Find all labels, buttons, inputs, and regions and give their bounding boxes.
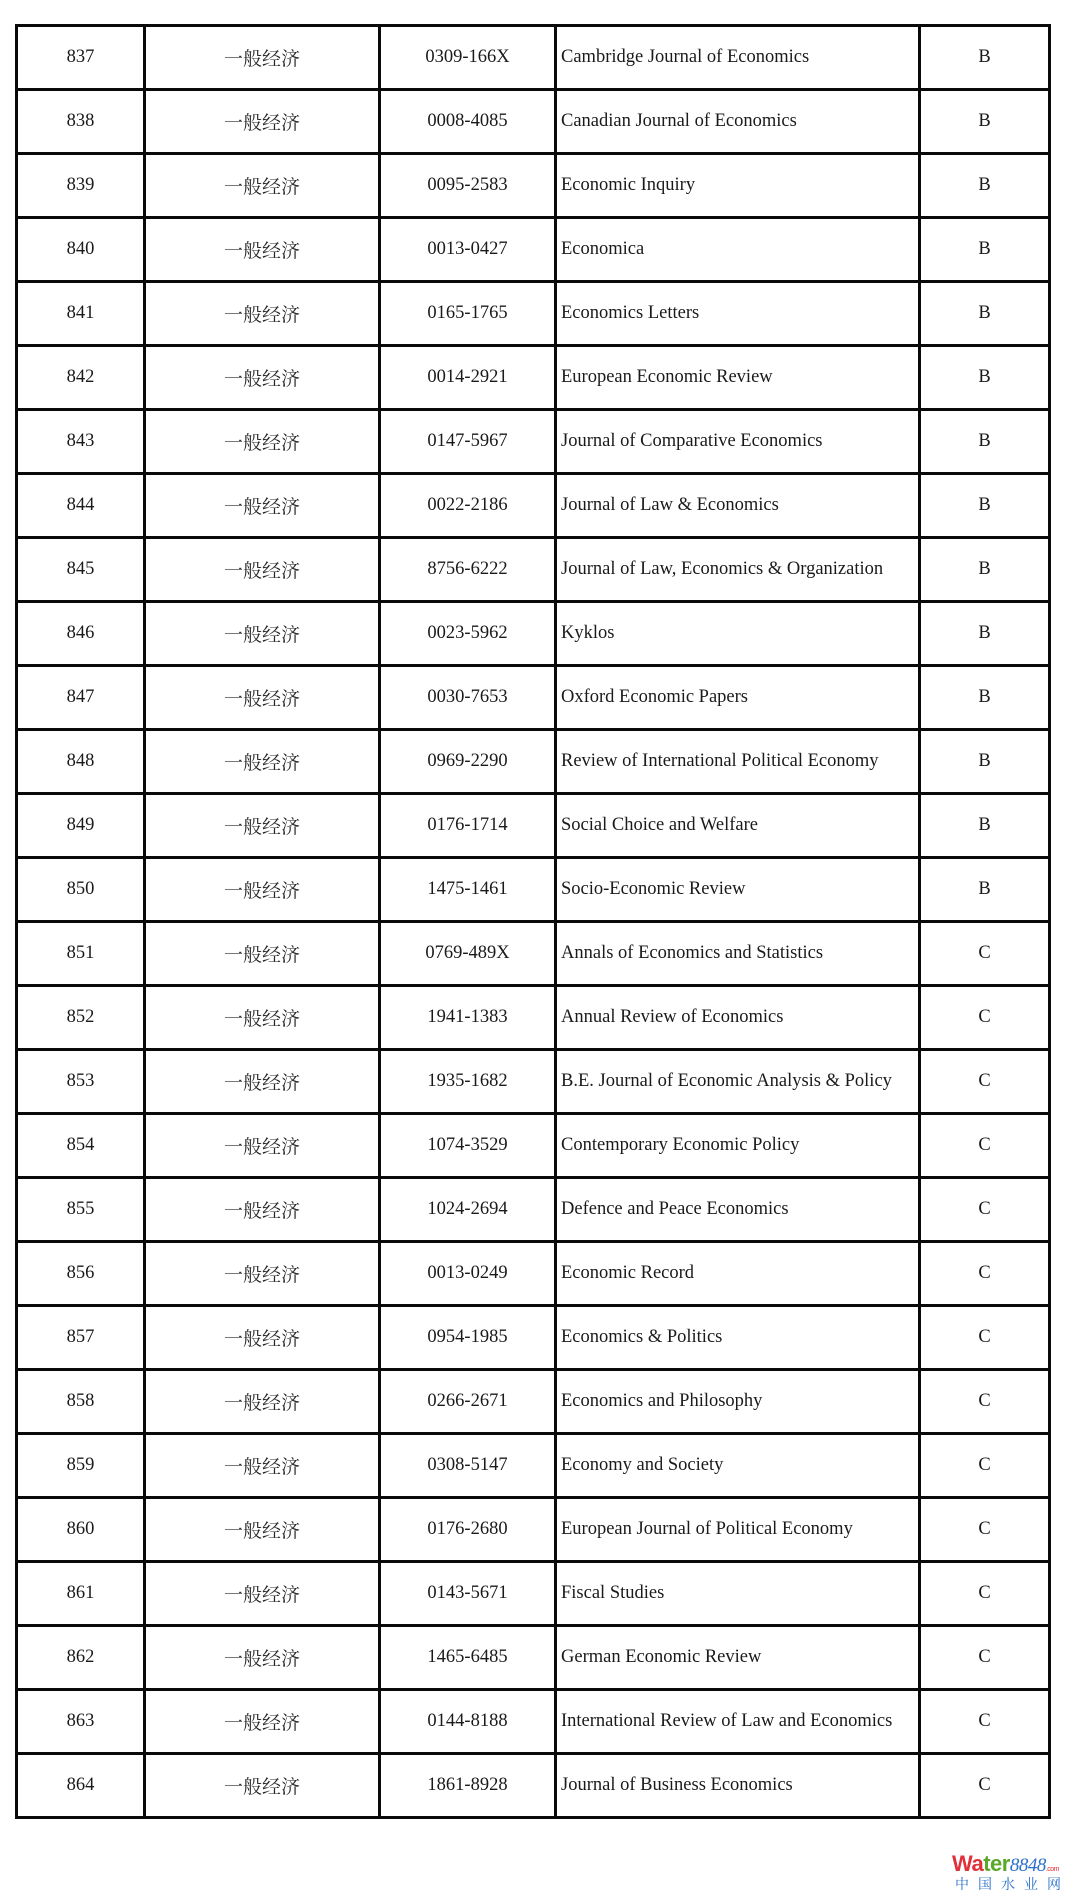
watermark-brand-part2: ter xyxy=(983,1851,1010,1876)
cell-number: 851 xyxy=(17,922,145,986)
cell-number: 860 xyxy=(17,1498,145,1562)
cell-category: 一般经济 xyxy=(145,1178,380,1242)
cell-number: 852 xyxy=(17,986,145,1050)
table-row xyxy=(17,1562,1050,1626)
cell-number: 861 xyxy=(17,1562,145,1626)
cell-issn: 1861-8928 xyxy=(380,1754,556,1818)
table-row xyxy=(17,1434,1050,1498)
cell-journal-name: Socio-Economic Review xyxy=(556,858,920,922)
cell-grade: C xyxy=(920,1626,1050,1690)
table-body xyxy=(17,26,1050,1818)
cell-grade: B xyxy=(920,346,1050,410)
cell-journal-name: Contemporary Economic Policy xyxy=(556,1114,920,1178)
cell-issn: 1465-6485 xyxy=(380,1626,556,1690)
watermark-brand-part1: Wa xyxy=(952,1851,984,1876)
cell-number: 839 xyxy=(17,154,145,218)
cell-grade: B xyxy=(920,794,1050,858)
cell-grade: B xyxy=(920,858,1050,922)
cell-issn: 1941-1383 xyxy=(380,986,556,1050)
cell-issn: 0008-4085 xyxy=(380,90,556,154)
cell-category: 一般经济 xyxy=(145,986,380,1050)
cell-category: 一般经济 xyxy=(145,474,380,538)
cell-journal-name: Canadian Journal of Economics xyxy=(556,90,920,154)
cell-grade: B xyxy=(920,26,1050,90)
cell-category: 一般经济 xyxy=(145,538,380,602)
cell-category: 一般经济 xyxy=(145,154,380,218)
journal-ranking-table-container xyxy=(15,24,1048,1819)
cell-category: 一般经济 xyxy=(145,1114,380,1178)
cell-number: 841 xyxy=(17,282,145,346)
cell-category: 一般经济 xyxy=(145,1498,380,1562)
table-row xyxy=(17,1242,1050,1306)
cell-grade: C xyxy=(920,986,1050,1050)
cell-grade: B xyxy=(920,410,1050,474)
cell-grade: B xyxy=(920,218,1050,282)
cell-issn: 1475-1461 xyxy=(380,858,556,922)
cell-category: 一般经济 xyxy=(145,1690,380,1754)
cell-issn: 0023-5962 xyxy=(380,602,556,666)
cell-grade: B xyxy=(920,154,1050,218)
cell-grade: B xyxy=(920,602,1050,666)
cell-issn: 0030-7653 xyxy=(380,666,556,730)
cell-issn: 0769-489X xyxy=(380,922,556,986)
cell-category: 一般经济 xyxy=(145,1434,380,1498)
cell-grade: B xyxy=(920,282,1050,346)
cell-category: 一般经济 xyxy=(145,1242,380,1306)
cell-issn: 8756-6222 xyxy=(380,538,556,602)
cell-category: 一般经济 xyxy=(145,858,380,922)
cell-grade: C xyxy=(920,1562,1050,1626)
table-row xyxy=(17,538,1050,602)
cell-number: 864 xyxy=(17,1754,145,1818)
cell-grade: B xyxy=(920,666,1050,730)
table-row xyxy=(17,1690,1050,1754)
cell-issn: 0143-5671 xyxy=(380,1562,556,1626)
cell-grade: B xyxy=(920,474,1050,538)
cell-category: 一般经济 xyxy=(145,1306,380,1370)
table-row xyxy=(17,858,1050,922)
cell-category: 一般经济 xyxy=(145,282,380,346)
watermark-brand-suffix: .com xyxy=(1045,1866,1059,1873)
cell-category: 一般经济 xyxy=(145,794,380,858)
cell-number: 853 xyxy=(17,1050,145,1114)
watermark-chinese-name: 中国水业网 xyxy=(955,1877,1070,1893)
cell-category: 一般经济 xyxy=(145,1050,380,1114)
cell-issn: 0266-2671 xyxy=(380,1370,556,1434)
cell-category: 一般经济 xyxy=(145,1754,380,1818)
cell-grade: C xyxy=(920,1370,1050,1434)
cell-journal-name: Defence and Peace Economics xyxy=(556,1178,920,1242)
cell-issn: 0095-2583 xyxy=(380,154,556,218)
cell-number: 856 xyxy=(17,1242,145,1306)
table-row xyxy=(17,346,1050,410)
cell-issn: 0969-2290 xyxy=(380,730,556,794)
cell-journal-name: Economics & Politics xyxy=(556,1306,920,1370)
cell-number: 838 xyxy=(17,90,145,154)
journal-ranking-table xyxy=(15,24,1051,1819)
cell-category: 一般经济 xyxy=(145,26,380,90)
cell-journal-name: International Review of Law and Economics xyxy=(556,1690,920,1754)
cell-grade: C xyxy=(920,1114,1050,1178)
cell-number: 857 xyxy=(17,1306,145,1370)
table-row xyxy=(17,1306,1050,1370)
cell-journal-name: Economic Inquiry xyxy=(556,154,920,218)
table-row xyxy=(17,282,1050,346)
cell-journal-name: Social Choice and Welfare xyxy=(556,794,920,858)
table-row xyxy=(17,1626,1050,1690)
cell-category: 一般经济 xyxy=(145,410,380,474)
cell-issn: 0014-2921 xyxy=(380,346,556,410)
cell-grade: C xyxy=(920,1434,1050,1498)
cell-journal-name: Journal of Business Economics xyxy=(556,1754,920,1818)
cell-issn: 0022-2186 xyxy=(380,474,556,538)
table-row xyxy=(17,90,1050,154)
cell-journal-name: Economics and Philosophy xyxy=(556,1370,920,1434)
cell-number: 858 xyxy=(17,1370,145,1434)
cell-issn: 1074-3529 xyxy=(380,1114,556,1178)
cell-grade: C xyxy=(920,1498,1050,1562)
cell-journal-name: Kyklos xyxy=(556,602,920,666)
cell-number: 842 xyxy=(17,346,145,410)
cell-journal-name: Journal of Comparative Economics xyxy=(556,410,920,474)
table-row xyxy=(17,986,1050,1050)
cell-number: 848 xyxy=(17,730,145,794)
cell-journal-name: Economy and Society xyxy=(556,1434,920,1498)
cell-issn: 0165-1765 xyxy=(380,282,556,346)
table-row xyxy=(17,1178,1050,1242)
table-row xyxy=(17,666,1050,730)
cell-journal-name: German Economic Review xyxy=(556,1626,920,1690)
table-row xyxy=(17,730,1050,794)
cell-category: 一般经济 xyxy=(145,922,380,986)
cell-grade: B xyxy=(920,730,1050,794)
cell-category: 一般经济 xyxy=(145,1626,380,1690)
cell-grade: C xyxy=(920,1754,1050,1818)
cell-grade: C xyxy=(920,1690,1050,1754)
cell-journal-name: Annual Review of Economics xyxy=(556,986,920,1050)
cell-number: 862 xyxy=(17,1626,145,1690)
cell-journal-name: European Journal of Political Economy xyxy=(556,1498,920,1562)
cell-issn: 0176-1714 xyxy=(380,794,556,858)
cell-category: 一般经济 xyxy=(145,730,380,794)
cell-number: 855 xyxy=(17,1178,145,1242)
cell-grade: C xyxy=(920,1242,1050,1306)
cell-category: 一般经济 xyxy=(145,1370,380,1434)
table-row xyxy=(17,474,1050,538)
table-row xyxy=(17,218,1050,282)
table-row xyxy=(17,1370,1050,1434)
table-row xyxy=(17,1754,1050,1818)
cell-number: 849 xyxy=(17,794,145,858)
watermark-logo xyxy=(952,1853,1080,1892)
cell-category: 一般经济 xyxy=(145,346,380,410)
table-row xyxy=(17,410,1050,474)
cell-grade: B xyxy=(920,90,1050,154)
cell-number: 847 xyxy=(17,666,145,730)
watermark-brand-number: 8848 xyxy=(1009,1855,1046,1876)
cell-issn: 0144-8188 xyxy=(380,1690,556,1754)
cell-journal-name: Annals of Economics and Statistics xyxy=(556,922,920,986)
table-row xyxy=(17,1114,1050,1178)
table-row xyxy=(17,154,1050,218)
cell-number: 844 xyxy=(17,474,145,538)
cell-grade: B xyxy=(920,538,1050,602)
table-row xyxy=(17,1498,1050,1562)
cell-journal-name: European Economic Review xyxy=(556,346,920,410)
table-row xyxy=(17,794,1050,858)
cell-journal-name: Cambridge Journal of Economics xyxy=(556,26,920,90)
cell-number: 859 xyxy=(17,1434,145,1498)
cell-number: 863 xyxy=(17,1690,145,1754)
cell-issn: 1024-2694 xyxy=(380,1178,556,1242)
cell-journal-name: Journal of Law, Economics & Organization xyxy=(556,538,920,602)
cell-grade: C xyxy=(920,1050,1050,1114)
cell-issn: 0147-5967 xyxy=(380,410,556,474)
cell-issn: 0176-2680 xyxy=(380,1498,556,1562)
table-row xyxy=(17,26,1050,90)
cell-number: 845 xyxy=(17,538,145,602)
cell-number: 850 xyxy=(17,858,145,922)
cell-grade: C xyxy=(920,1306,1050,1370)
cell-issn: 1935-1682 xyxy=(380,1050,556,1114)
cell-journal-name: Economics Letters xyxy=(556,282,920,346)
cell-number: 840 xyxy=(17,218,145,282)
cell-category: 一般经济 xyxy=(145,218,380,282)
cell-journal-name: Economic Record xyxy=(556,1242,920,1306)
cell-category: 一般经济 xyxy=(145,1562,380,1626)
cell-issn: 0308-5147 xyxy=(380,1434,556,1498)
cell-number: 854 xyxy=(17,1114,145,1178)
table-row xyxy=(17,922,1050,986)
cell-journal-name: B.E. Journal of Economic Analysis & Policy xyxy=(556,1050,920,1114)
watermark-brand xyxy=(952,1853,1080,1875)
table-row xyxy=(17,602,1050,666)
cell-journal-name: Journal of Law & Economics xyxy=(556,474,920,538)
cell-issn: 0954-1985 xyxy=(380,1306,556,1370)
cell-issn: 0013-0249 xyxy=(380,1242,556,1306)
cell-grade: C xyxy=(920,922,1050,986)
cell-journal-name: Review of International Political Economy xyxy=(556,730,920,794)
cell-issn: 0309-166X xyxy=(380,26,556,90)
cell-journal-name: Fiscal Studies xyxy=(556,1562,920,1626)
cell-category: 一般经济 xyxy=(145,602,380,666)
cell-journal-name: Economica xyxy=(556,218,920,282)
cell-number: 837 xyxy=(17,26,145,90)
cell-category: 一般经济 xyxy=(145,666,380,730)
cell-grade: C xyxy=(920,1178,1050,1242)
cell-category: 一般经济 xyxy=(145,90,380,154)
cell-journal-name: Oxford Economic Papers xyxy=(556,666,920,730)
cell-number: 843 xyxy=(17,410,145,474)
table-row xyxy=(17,1050,1050,1114)
cell-number: 846 xyxy=(17,602,145,666)
cell-issn: 0013-0427 xyxy=(380,218,556,282)
